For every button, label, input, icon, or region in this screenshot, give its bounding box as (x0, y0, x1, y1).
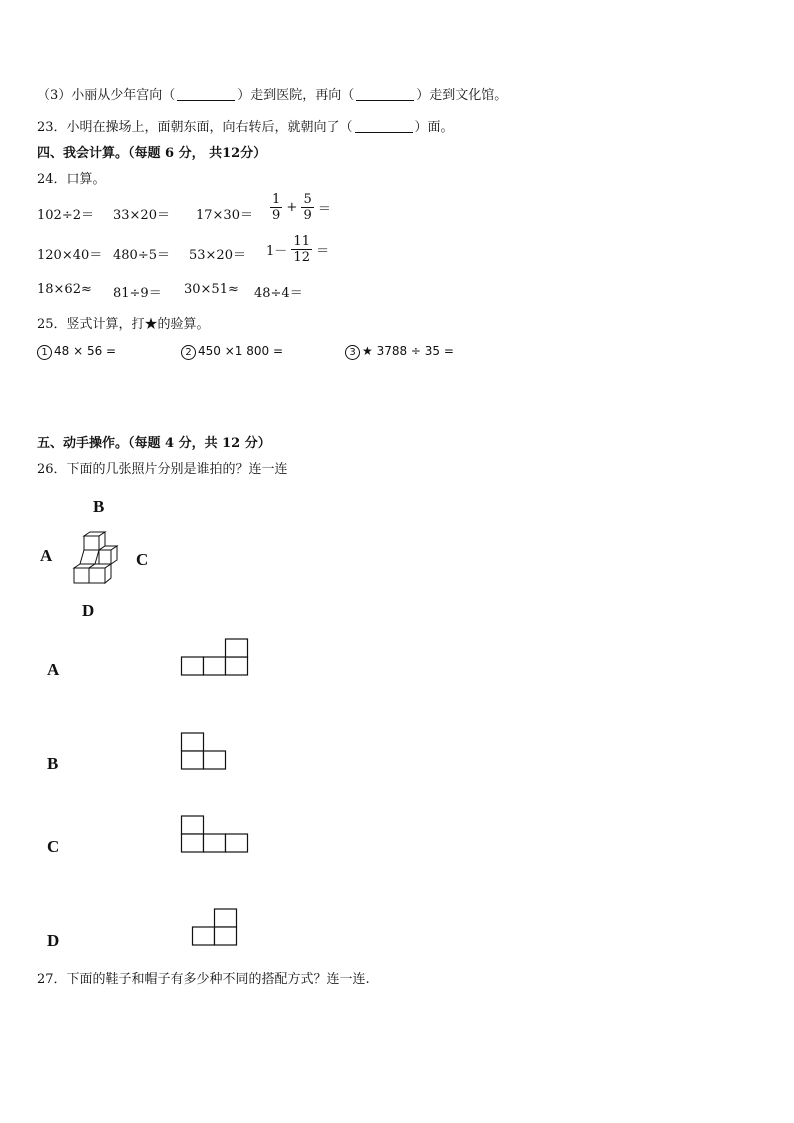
calc-item: 81÷9＝ (113, 286, 162, 301)
view-label-right: C (136, 550, 149, 569)
view-label-bottom: D (82, 601, 95, 620)
q24-title: 24．口算。 (37, 172, 106, 187)
calc-item: 48÷4＝ (254, 286, 303, 301)
fraction: $\frac{5}{9}$ (303, 192, 312, 223)
q23-line (37, 116, 454, 135)
answer-blank-2[interactable] (356, 88, 414, 101)
answer-blank-1[interactable] (177, 88, 235, 101)
option-label-a: A (47, 660, 60, 679)
vertical-calc-item-3: 3 ★ 3788 ÷ 35 = (345, 344, 454, 360)
vertical-calc-item-1: 1 48 × 56 = (37, 344, 116, 360)
calc-item: 33×20＝ (113, 208, 170, 223)
circled-number: 2 (181, 345, 196, 360)
view-label-top: B (93, 497, 105, 516)
q26-title: 26．下面的几张照片分别是谁拍的？连一连 (37, 462, 288, 477)
calc-item: 120×40＝ (37, 248, 103, 263)
option-label-d: D (47, 931, 60, 950)
q23-prefix: 23．小明在操场上，面朝东面，向右转后，就朝向了（ (37, 120, 353, 135)
calc-item: 480÷5＝ (113, 248, 170, 263)
answer-blank-3[interactable] (355, 120, 413, 133)
section5-title: 五、动手操作。（每题 4 分，共 12 分） (37, 436, 271, 451)
q22-3-line (37, 84, 507, 103)
q22-3-middle: ）走到医院，再向（ (237, 88, 355, 103)
calc-item: 18×62≈ (37, 282, 92, 297)
section4-title: 四、我会计算。（每题 6 分， 共12分） (37, 146, 267, 161)
fraction: $\frac{11}{12}$ (293, 234, 310, 265)
q27-title: 27．下面的鞋子和帽子有多少种不同的搭配方式？连一连. (37, 972, 370, 987)
vertical-calc-item-2: 2 450 ×1 800 = (181, 344, 283, 360)
view-shape-a[interactable] (181, 638, 251, 678)
calc-item: 102÷2＝ (37, 208, 94, 223)
view-shape-b[interactable] (181, 732, 231, 772)
q25-title: 25．竖式计算，打★的验算。 (37, 317, 210, 332)
q22-3-prefix: （3）小丽从少年宫向（ (37, 88, 176, 103)
calc-item: 30×51≈ (184, 282, 239, 297)
view-shape-c[interactable] (181, 815, 251, 855)
fraction-expression-2: 1－ $\frac{11}{12}$ ＝ (266, 234, 330, 265)
circled-number: 1 (37, 345, 52, 360)
option-label-c: C (47, 837, 60, 856)
calc-item: 17×30＝ (196, 208, 253, 223)
option-label-b: B (47, 754, 59, 773)
q23-suffix: ）面。 (414, 120, 454, 135)
fraction-expression-1: $\frac{1}{9}$ + $\frac{5}{9}$ ＝ (272, 192, 331, 223)
fraction: $\frac{1}{9}$ (272, 192, 281, 223)
view-shape-d[interactable] (192, 908, 242, 948)
cube-stack-figure (70, 532, 120, 584)
q22-3-suffix: ）走到文化馆。 (416, 88, 508, 103)
circled-number: 3 (345, 345, 360, 360)
calc-item: 53×20＝ (189, 248, 246, 263)
view-label-left: A (40, 546, 53, 565)
